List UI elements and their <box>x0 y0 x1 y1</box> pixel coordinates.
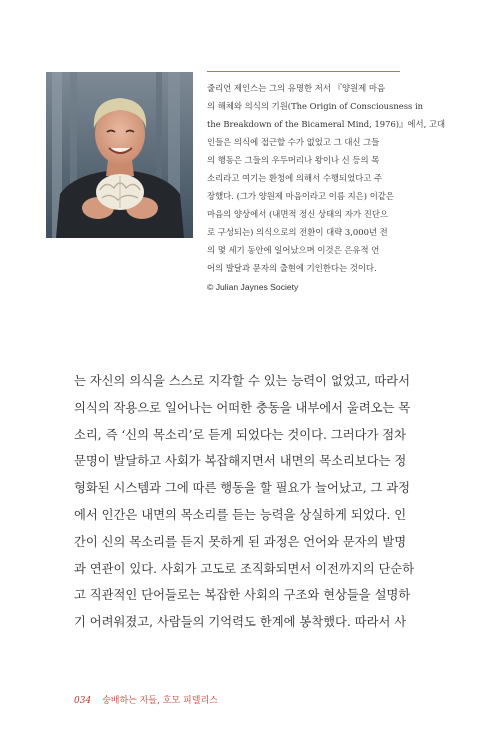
page-number: 034 <box>74 696 92 706</box>
body-line: 문명이 발달하고 사회가 복잡해지면서 내면의 목소리보다는 정 <box>74 454 407 469</box>
body-paragraph <box>74 368 434 636</box>
caption-line: the Breakdown of the Bicameral Mind, 1976)』에서, 고대 <box>207 119 446 129</box>
caption-line: 의 행동은 그들의 우두머리나 왕이나 신 등의 목 <box>207 155 380 165</box>
body-line: 형화된 시스템과 그에 따른 행동을 할 필요가 늘어났고, 그 과정 <box>74 481 411 496</box>
page-footer <box>74 693 218 706</box>
caption-line: 마음의 양상에서 (내면적 정신 상태의 자가 진단으 <box>207 209 389 219</box>
caption-line: 소리라고 여기는 환청에 의해서 수행되었다고 주 <box>207 173 383 183</box>
photo-credit: © Julian Jaynes Society <box>207 282 299 292</box>
body-line: 과 연관이 있다. 사회가 고도로 조직화되면서 이전까지의 단순하 <box>74 561 415 576</box>
body-line: 기 어려워졌고, 사람들의 기억력도 한계에 봉착했다. 따라서 사 <box>74 615 407 630</box>
author-photo <box>46 72 193 238</box>
caption-line: 의 몇 세기 동안에 일어났으며 이것은 은유적 언 <box>207 245 380 255</box>
caption-divider <box>207 71 400 72</box>
body-line: 소리, 즉 ‘신의 목소리’로 듣게 되었다는 것이다. 그러다가 점차 <box>74 427 406 442</box>
body-line: 의식의 작용으로 일어나는 어떠한 충동을 내부에서 울려오는 목 <box>74 400 411 415</box>
body-line: 간이 신의 목소리를 듣지 못하게 된 과정은 언어와 문자의 발명 <box>74 534 407 549</box>
body-line: 는 자신의 의식을 스스로 지각할 수 있는 능력이 없었고, 따라서 <box>74 374 411 388</box>
caption-line: 어의 발달과 문자의 출현에 기인한다는 것이다. <box>207 263 377 273</box>
caption-line: 줄리언 제인스는 그의 유명한 저서 『양원제 마음 <box>207 83 386 93</box>
caption-line: 인들은 의식에 접근할 수가 없었고 그 대신 그들 <box>207 137 380 147</box>
body-line: 에서 인간은 내면의 목소리를 듣는 능력을 상실하게 되었다. 인 <box>74 507 407 522</box>
caption-line: 장했다. (그가 양원제 마음이라고 이름 지은) 이같은 <box>207 191 394 201</box>
caption-line: 의 해체와 의식의 기원(The Origin of Consciousness in <box>207 101 424 111</box>
body-line: 고 직관적인 단어들로는 복잡한 사회의 구조와 현상들을 설명하 <box>74 588 411 603</box>
photo-caption <box>207 79 446 296</box>
running-title: 숭배하는 자들, 호모 피델리스 <box>102 696 218 706</box>
caption-line: 로 구성되는) 의식으로의 전환이 대략 3,000년 전 <box>207 227 388 237</box>
